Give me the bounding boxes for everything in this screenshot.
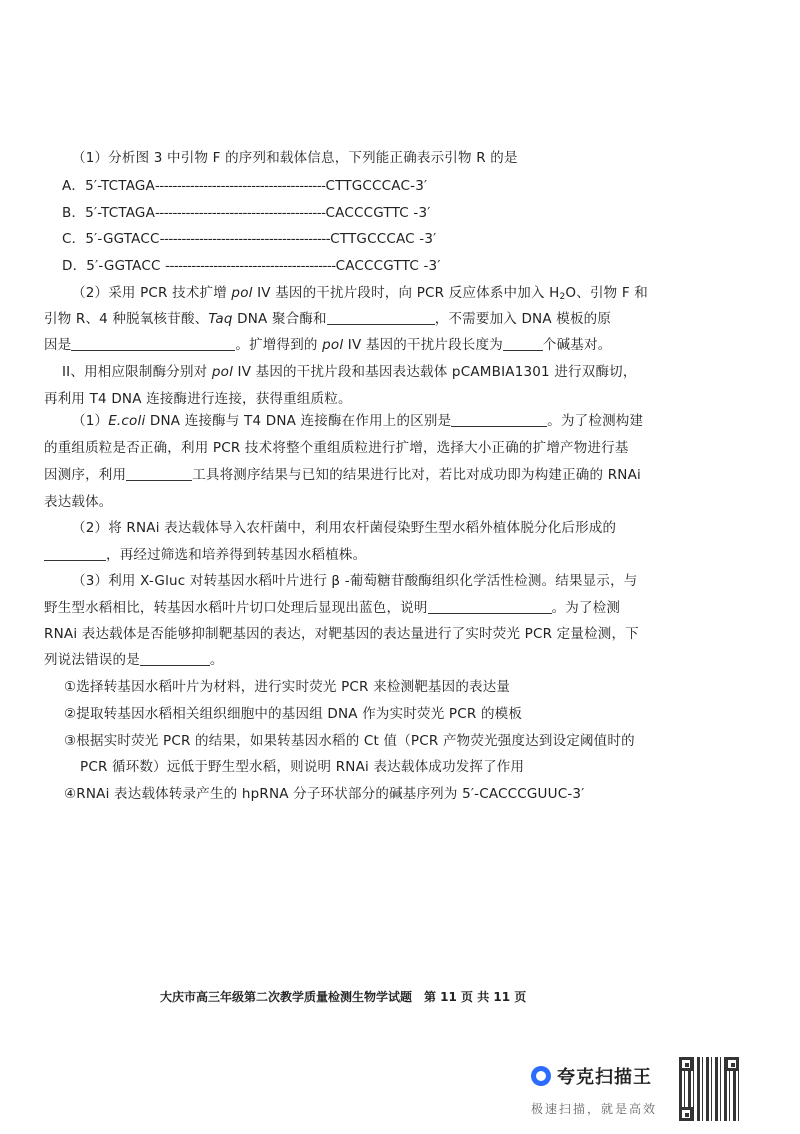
q1-stem: （1）分析图 3 中引物 F 的序列和载体信息，下列能正确表示引物 R 的是 bbox=[72, 150, 518, 166]
p3-line1: （3）利用 X-Gluc 对转基因水稻叶片进行 β -葡萄糖苷酸酶组织化学活性检测。结果显示，与 bbox=[72, 573, 638, 589]
option-b: B．5′-TCTAGA---------------------------------------CACCCGTTC -3′ bbox=[62, 205, 431, 221]
watermark-subtitle: 极速扫描，就是高效 bbox=[531, 1102, 658, 1116]
page-footer: 大庆市高三年级第二次教学质量检测生物学试题 第 11 页 共 11 页 bbox=[160, 990, 527, 1004]
answer-blank[interactable] bbox=[327, 310, 435, 325]
part2-line1: II、用相应限制酶分别对 pol IV 基因的干扰片段和基因表达载体 pCAMBIA1301 进行双酶切， bbox=[62, 364, 637, 380]
answer-blank[interactable] bbox=[140, 651, 210, 666]
scanner-watermark bbox=[531, 1063, 652, 1089]
option-c: C．5′-GGTACC---------------------------------------CTTGCCCAC -3′ bbox=[62, 231, 437, 247]
qr-code-icon bbox=[679, 1057, 739, 1121]
scanner-logo-icon bbox=[531, 1066, 551, 1086]
answer-blank[interactable] bbox=[71, 336, 235, 351]
p1-line2: 的重组质粒是否正确，利用 PCR 技术将整个重组质粒进行扩增，选择大小正确的扩增产物进行基 bbox=[44, 440, 629, 456]
p3-line4: 列说法错误的是 。 bbox=[44, 652, 224, 668]
p1-line4: 表达载体。 bbox=[44, 494, 113, 510]
part2-line2: 再利用 T4 DNA 连接酶进行连接，获得重组质粒。 bbox=[44, 391, 352, 407]
option-a: A．5′-TCTAGA---------------------------------------CTTGCCCAC-3′ bbox=[62, 178, 428, 194]
statement-2: ②提取转基因水稻相关组织细胞中的基因组 DNA 作为实时荧光 PCR 的模板 bbox=[64, 706, 523, 722]
p3-line2: 野生型水稻相比，转基因水稻叶片切口处理后显现出蓝色，说明 。为了检测 bbox=[44, 600, 621, 616]
answer-blank[interactable] bbox=[451, 412, 547, 427]
p1-line3: 因测序，利用 工具将测序结果与已知的结果进行比对，若比对成功即为构建正确的 RNAi bbox=[44, 467, 641, 483]
q2-line3: 因是 。扩增得到的 pol IV 基因的干扰片段长度为 个碱基对。 bbox=[44, 337, 612, 353]
watermark-title: 夸克扫描王 bbox=[557, 1067, 652, 1088]
statement-4: ④RNAi 表达载体转录产生的 hpRNA 分子环状部分的碱基序列为 5′-CACCCGUUC-3′ bbox=[64, 786, 585, 802]
answer-blank[interactable] bbox=[428, 599, 552, 614]
p1-line1: （1）E.coli DNA 连接酶与 T4 DNA 连接酶在作用上的区别是 。为了检测构建 bbox=[72, 413, 644, 429]
q2-line2: 引物 R、4 种脱氧核苷酸、Taq DNA 聚合酶和 ，不需要加入 DNA 模板的原 bbox=[44, 311, 612, 327]
option-d: D．5′-GGTACC ---------------------------------------CACCCGTTC -3′ bbox=[62, 258, 441, 274]
p2-line2: ，再经过筛选和培养得到转基因水稻植株。 bbox=[44, 545, 366, 565]
statement-3-cont: PCR 循环数）远低于野生型水稻，则说明 RNAi 表达载体成功发挥了作用 bbox=[80, 759, 525, 775]
q2-line1: （2）采用 PCR 技术扩增 pol IV 基因的干扰片段时，向 PCR 反应体系中加入 $H_2O$、引物 F 和 bbox=[72, 285, 648, 302]
statement-1: ①选择转基因水稻叶片为材料，进行实时荧光 PCR 来检测靶基因的表达量 bbox=[64, 679, 511, 695]
p3-line3: RNAi 表达载体是否能够抑制靶基因的表达，对靶基因的表达量进行了实时荧光 PCR 定量检测，下 bbox=[44, 626, 639, 642]
answer-blank[interactable] bbox=[503, 336, 543, 351]
answer-blank[interactable] bbox=[44, 546, 106, 561]
answer-blank[interactable] bbox=[126, 466, 192, 481]
statement-3: ③根据实时荧光 PCR 的结果，如果转基因水稻的 Ct 值（PCR 产物荧光强度达到设定阈值时的 bbox=[64, 733, 635, 749]
p2-line1: （2）将 RNAi 表达载体导入农杆菌中，利用农杆菌侵染野生型水稻外植体脱分化后形成的 bbox=[72, 520, 617, 536]
